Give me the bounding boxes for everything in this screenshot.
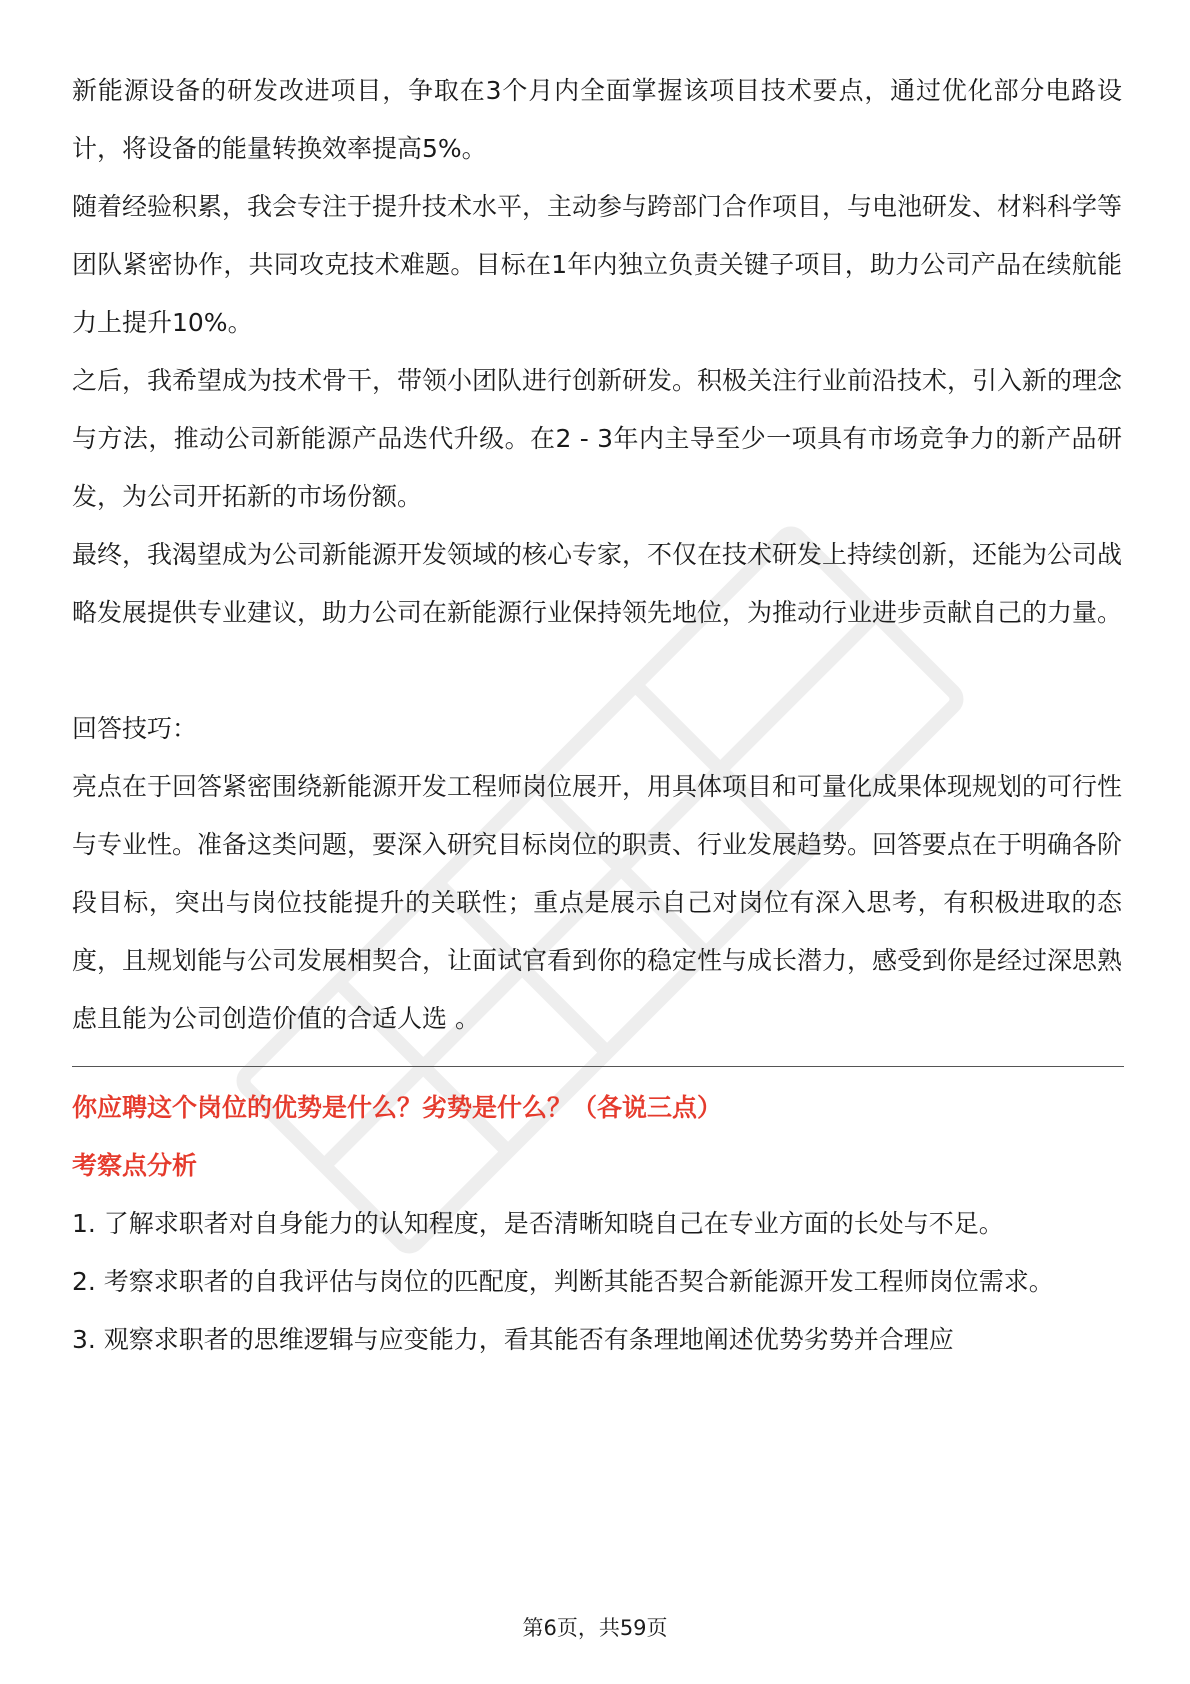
section-divider: [72, 1066, 1124, 1067]
spacer: [72, 642, 1122, 700]
paragraph-2: 随着经验积累，我会专注于提升技术水平，主动参与跨部门合作项目，与电池研发、材料科学等团队紧密协作，共同攻克技术难题。目标在1年内独立负责关键子项目，助力公司产品在续航能力上提升10%。: [72, 192, 1123, 337]
analysis-item-2: 2. 考察求职者的自我评估与岗位的匹配度，判断其能否契合新能源开发工程师岗位需求。: [72, 1267, 1054, 1296]
main-content: [72, 62, 1122, 1369]
tips-body: 亮点在于回答紧密围绕新能源开发工程师岗位展开，用具体项目和可量化成果体现规划的可行性与专业性。准备这类问题，要深入研究目标岗位的职责、行业发展趋势。回答要点在于明确各阶段目标，突出与岗位技能提升的关联性；重点是展示自己对岗位有深入思考，有积极进取的态度，且规划能与公司发展相契合，让面试官看到你的稳定性与成长潜力，感受到你是经过深思熟虑且能为公司创造价值的合适人选 。: [72, 772, 1123, 1033]
question-heading: 你应聘这个岗位的优势是什么？劣势是什么？（各说三点）: [72, 1093, 723, 1122]
tips-heading: 回答技巧：: [72, 714, 198, 743]
paragraph-1: 新能源设备的研发改进项目，争取在3个月内全面掌握该项目技术要点，通过优化部分电路设计，将设备的能量转换效率提高5%。: [72, 76, 1122, 163]
paragraph-3: 之后，我希望成为技术骨干，带领小团队进行创新研发。积极关注行业前沿技术，引入新的理念与方法，推动公司新能源产品迭代升级。在2 - 3年内主导至少一项具有市场竞争力的新产品研发，为公司开拓新的市场份额。: [72, 366, 1123, 511]
paragraph-4: 最终，我渴望成为公司新能源开发领域的核心专家，不仅在技术研发上持续创新，还能为公司战略发展提供专业建议，助力公司在新能源行业保持领先地位，为推动行业进步贡献自己的力量。: [72, 540, 1123, 627]
page-footer: 第6页，共59页: [522, 1616, 668, 1640]
analysis-item-1: 1. 了解求职者对自身能力的认知程度，是否清晰知晓自己在专业方面的长处与不足。: [72, 1209, 1004, 1238]
analysis-item-3: 3. 观察求职者的思维逻辑与应变能力，看其能否有条理地阐述优势劣势并合理应: [72, 1325, 954, 1354]
analysis-title: 考察点分析: [72, 1151, 198, 1180]
